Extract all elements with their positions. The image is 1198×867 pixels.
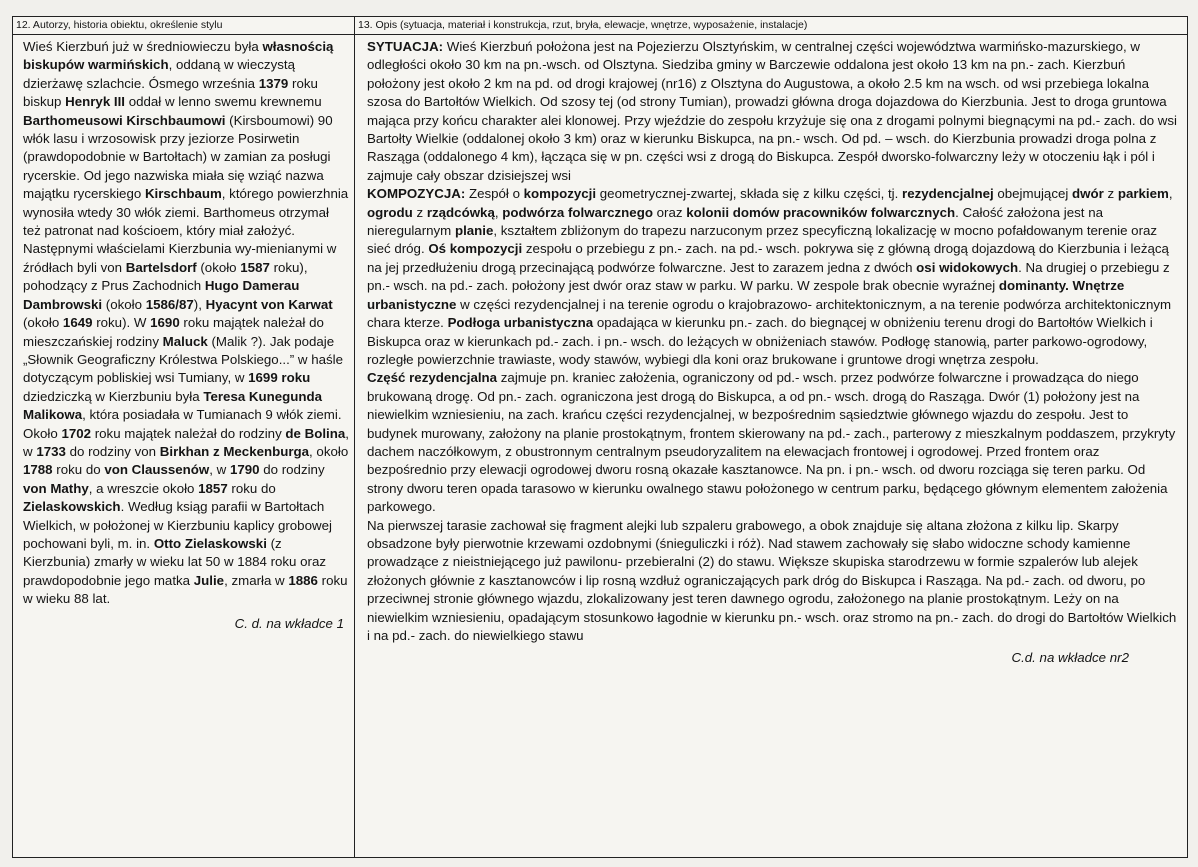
text-run: , kształtem zbliżonym do trapezu narzuconym przez specyficzną lokalizację w mocno pofałdowanym terenie oraz sieć dróg. bbox=[367, 223, 1158, 257]
text-run: , którego powierzhnia wynosiła wtedy 30 włók ziemi. Barthomeus otrzymał też patronat nad kościoem, który miał założyć. Następnymi właścielami Kierzbunia wy-mienianymi w źródłach byli von bbox=[23, 186, 349, 275]
text-run: von Claussenów bbox=[104, 462, 210, 478]
text-run: , w bbox=[23, 425, 349, 459]
history-text bbox=[23, 38, 350, 609]
text-run: Kirschbaum bbox=[144, 186, 222, 202]
text-run: 1586/87 bbox=[145, 296, 194, 312]
text-run: parkiem bbox=[1117, 186, 1169, 202]
text-run: zajmuje pn. kraniec założenia, ograniczony od pd.- wsch. przez podwórze folwarczne i prowadząca do niego brukowaną drogę. Od pn.- zach. ograniczona jest drogą do Biskupca, a od pn.- wsch. drogą do Rasząga. Dwór (1) położony jest na niewielkim wzniesieniu, na zach. krańcu części rezydencjalnej, w bezpośrednim sąsiedztwie głównego wjazdu do zespołu. Jest to budynek murowany, założony na planie prostokątnym, frontem skierowany na pd.- zach., parterowy z mieszkalnym poddaszem, przykryty dachem naczółkowym, z obustronnym centralnym pseudoryzalitem na elewacjach frontowej i ogrodowej. Przed frontem oraz bezpośrednio przy elewacji ogrodowej dworu rosną okazałe kasztanowce. Na pn. i pn.- wsch. od dworu rozciąga się teren parku. Od strony dworu teren opada tarasowo w kierunku owalnego stawu położonego w centrum parku, będącego głównym elementem założenia parkowego. bbox=[367, 370, 1176, 515]
text-run: w części rezydencjalnej i na terenie ogrodu o krajobrazowo- architektonicznym, a na terenie podwórza architektonicznym chara kterze. bbox=[367, 296, 1172, 331]
text-run: roku), pohodzący z Prus Zachodnich bbox=[23, 259, 308, 294]
text-run: Otto Zielaskowski bbox=[153, 535, 267, 551]
text-run: opadająca w kierunku pn.- zach. do biegnącej w obniżeniu terenu drogi do Bartołtów Wielkich i Biskupca oraz w kierunkach pd.- zach. i pn.- wsch. do leżących w obniżeniach stawów. Podłogę stanowią, parter parkowo-ogrodowy, rozległe powierzchnie trawiaste, wody stawów, wybiegi dla koni oraz brukowane i gruntowe drogi wnętrza zespołu. bbox=[367, 315, 1153, 367]
history-header: 12. Autorzy, historia obiektu, określenie stylu bbox=[13, 17, 354, 35]
text-run: z bbox=[412, 204, 427, 220]
text-run: (Malik ?). Jak podaje „Słownik Geograficzny Królestwa Polskiego...” w haśle dotyczącym pobliskiej wsi Tumiany, w bbox=[23, 333, 343, 386]
text-run: Hyacynt von Karwat bbox=[205, 296, 333, 312]
text-run: roku do bbox=[227, 480, 276, 496]
text-run: Barthomeusowi Kirschbaumowi bbox=[23, 112, 226, 128]
text-run: , bbox=[1168, 186, 1173, 202]
text-run: roku). W bbox=[92, 315, 151, 331]
text-run: roku majątek należał do rodziny bbox=[91, 425, 286, 441]
text-run: 1379 bbox=[258, 75, 289, 91]
text-run: zespołu o przebiegu z pn.- zach. na pd.- wsch. pokrywa się z główną drogą dojazdową do Kierzbunia i leżącą na jej przedłużeniu drogą przecinającą podwórze folwarczne. Jest to zarazem jedna z dwóch bbox=[367, 241, 1169, 275]
description-body bbox=[355, 35, 1187, 668]
text-run: Wieś Kierzbuń położona jest na Pojezierzu Olsztyńskim, w centralnej części województwa warmińsko-mazurskiego, w odległości około 30 km na pn.-wsch. od Olsztyna. Siedziba gminy w Barczewie oddalona jest około 13 km na pn.- zach. Kierzbuń położony jest około 2 km na pd. od drogi krajowej (nr16) z Olsztyna do Augustowa, a około 2.5 km na wsch. od wsi przebiega lokalna szosa do Bartołtów Wielkich. Od szosy tej (od strony Tumian), prowadzi główna droga dojazdowa do Kierzbunia. Jest to droga gruntowa mająca przy końcu charakter alei klonowej. Przy wjeździe do zespołu krzyżuje się ona z drogami polnymi biegnącymi na pd.- zach. do wsi Bartołty Wielkie (oddalonej około 3 km) oraz w kierunku Biskupca, na pn.- wsch. Od pd. – wsch. do Kierzbunia prowadzi droga polna z Rasząga (oddalonego 4 km), łącząca się w pn. części wsi z drogą do Biskupca. Zespół dworsko-folwarczny leży w otoczeniu łąk i pól i zajmuje cały obszar dzisiejszej wsi bbox=[367, 39, 1178, 183]
text-run: podwórza folwarcznego bbox=[502, 204, 653, 220]
text-run: 1690 bbox=[150, 315, 180, 331]
text-run: geometrycznej-zwartej, składa się z kilku części, tj. bbox=[596, 186, 903, 202]
text-run: osi widokowych bbox=[916, 259, 1019, 275]
text-run: oraz bbox=[652, 204, 687, 220]
text-run: 1788 bbox=[23, 462, 53, 478]
text-run: , bbox=[494, 204, 503, 220]
text-run: de Bolina bbox=[285, 425, 346, 441]
text-run: rządcówką bbox=[426, 204, 495, 220]
text-run: Wieś Kierzbuń już w średniowieczu była bbox=[23, 39, 263, 54]
text-run: 1733 bbox=[36, 443, 66, 459]
text-run: 1857 bbox=[198, 480, 228, 496]
text-run: ogrodu bbox=[367, 204, 413, 220]
text-run: ), bbox=[193, 296, 206, 312]
text-run: Hugo Damerau Dambrowski bbox=[23, 278, 300, 312]
text-run: roku biskup bbox=[23, 75, 318, 110]
text-run: Zielaskowskich bbox=[23, 499, 121, 515]
text-run: roku majątek należał do mieszczańskiej rodziny bbox=[23, 315, 324, 349]
text-run: (około bbox=[23, 315, 63, 331]
text-run: dwór bbox=[1072, 186, 1104, 202]
text-run: , a wreszcie około bbox=[88, 480, 199, 496]
text-run: roku do bbox=[52, 462, 105, 478]
text-run: , oddaną w wieczystą dzierżawę szlachcie. Ósmego września bbox=[23, 57, 295, 91]
description-continued-note: C.d. na wkładce nr2 bbox=[1011, 650, 1129, 666]
text-run: do rodziny von bbox=[65, 443, 160, 459]
description-paragraph bbox=[367, 185, 1181, 369]
text-run: rezydencjalnej bbox=[902, 186, 994, 202]
text-run: oddał w lenno swemu krewnemu bbox=[125, 94, 322, 110]
text-run: Birkhan z Meckenburga bbox=[159, 443, 310, 459]
text-run: . Całość założona jest na nieregularnym bbox=[367, 204, 1103, 239]
description-column bbox=[355, 17, 1187, 857]
text-run: . Na drugiej o przebiegu z pn.- wsch. na pd.- zach. położony jest dwór oraz staw w parku. W parku. W zespole brak obecnie wyraźnej bbox=[367, 259, 1170, 294]
record-card bbox=[12, 16, 1188, 858]
text-run: kompozycji bbox=[523, 186, 597, 202]
text-run: 1649 bbox=[62, 315, 93, 331]
text-run: Teresa Kunegunda Malikowa bbox=[23, 388, 323, 423]
text-run: Bartelsdorf bbox=[125, 259, 197, 275]
text-run: , w bbox=[209, 462, 230, 478]
text-run: kolonii domów pracowników folwarcznych bbox=[686, 204, 956, 220]
description-header: 13. Opis (sytuacja, materiał i konstrukcja, rzut, bryła, elewacje, wnętrze, wyposażenie, instalacje) bbox=[355, 17, 1187, 35]
text-run: Na pierwszej tarasie zachował się fragment alejki lub szpaleru grabowego, a obok znajduje się altana złożona z kilku lip. Skarpy obsadzone były pierwotnie krzewami ozdobnymi (śnieguliczki i róż). Nad stawem zachowały się słabo widoczne schody kamienne prowadzące z nieistniejącego już pawilonu- przebieralni (2) do stawu. Większe skupiska starodrzewu w formie szpalerów lub alejek złożonych głównie z kasztanowców i lip rosną wzdłuż ograniczających park dróg do Biskupca i Rasząga. Na pd.- zach. od dworu, po przeciwnej stronie głównego wjazdu, zlokalizowany jest teren dawnego ogrodu, założonego na planie prostokątnym. Leży on na niewielkim wzniesieniu, opadającym stosunkowo łagodnie w kierunku pn.- wsch. oraz stromo na pn.- zach. do drogi do Bartołtów Wielkich i na pd.- zach. do niewielkiego stawu bbox=[367, 517, 1177, 643]
text-run: . Według ksiąg parafii w Bartołtach Wielkich, w położonej w Kierzbuniu kaplicy grobowej pochowani byli, m. in. bbox=[23, 499, 332, 551]
text-run: von Mathy bbox=[23, 480, 89, 496]
text-run: Zespół o bbox=[465, 186, 524, 202]
text-run: Maluck bbox=[162, 333, 208, 349]
text-run: (z Kierzbunia) zmarły w wieku lat 50 w 1884 roku oraz prawdopodobnie jego matka bbox=[23, 535, 327, 588]
text-run: Podłoga urbanistyczna bbox=[447, 315, 594, 331]
text-run: (około bbox=[102, 296, 146, 312]
text-run: obejmującej bbox=[993, 186, 1073, 202]
text-run: Julie bbox=[193, 572, 225, 588]
text-run: dziedziczką w Kierzbuniu była bbox=[23, 388, 204, 404]
text-run: do rodziny bbox=[259, 462, 325, 478]
text-run: dominanty. bbox=[998, 278, 1069, 294]
text-run: 1587 bbox=[240, 259, 270, 275]
history-column bbox=[13, 17, 355, 857]
text-run: roku w wieku 88 lat. bbox=[23, 572, 348, 607]
description-paragraph bbox=[367, 38, 1181, 185]
text-run: Oś kompozycji bbox=[428, 241, 523, 257]
text-run: SYTUACJA: bbox=[367, 39, 444, 54]
description-paragraph bbox=[367, 517, 1181, 646]
text-run: , która posiadała w Tumianach 9 włók ziemi. Około bbox=[23, 407, 342, 441]
text-run: 1886 bbox=[288, 572, 318, 588]
text-run: (Kirsboumowi) 90 włók lasu i wrzosowisk przy jeziorze Posirwetin (prawdopodobnie w Bartołtach) w zamian za posługi rycerskie. Od jego nazwiska miała się wziąć nazwa majątku rycerskiego bbox=[23, 112, 333, 202]
text-run: Wnętrze urbanistyczne bbox=[367, 278, 1125, 312]
text-run: z bbox=[1103, 186, 1118, 202]
text-run: 1702 bbox=[61, 425, 92, 441]
text-run: własnością biskupów warmińskich bbox=[23, 39, 334, 73]
text-run: , zmarła w bbox=[224, 572, 289, 588]
text-run: , około bbox=[309, 443, 349, 459]
text-run: 1790 bbox=[229, 462, 260, 478]
text-run: KOMPOZYCJA: bbox=[367, 186, 466, 202]
text-run: Część rezydencjalna bbox=[367, 370, 498, 386]
history-continued-note: C. d. na wkładce 1 bbox=[234, 615, 344, 631]
text-run: 1699 roku bbox=[248, 370, 311, 386]
text-run: planie bbox=[454, 223, 494, 239]
text-run: Henryk III bbox=[65, 94, 126, 110]
description-paragraph bbox=[367, 369, 1181, 516]
text-run: (około bbox=[196, 259, 241, 275]
